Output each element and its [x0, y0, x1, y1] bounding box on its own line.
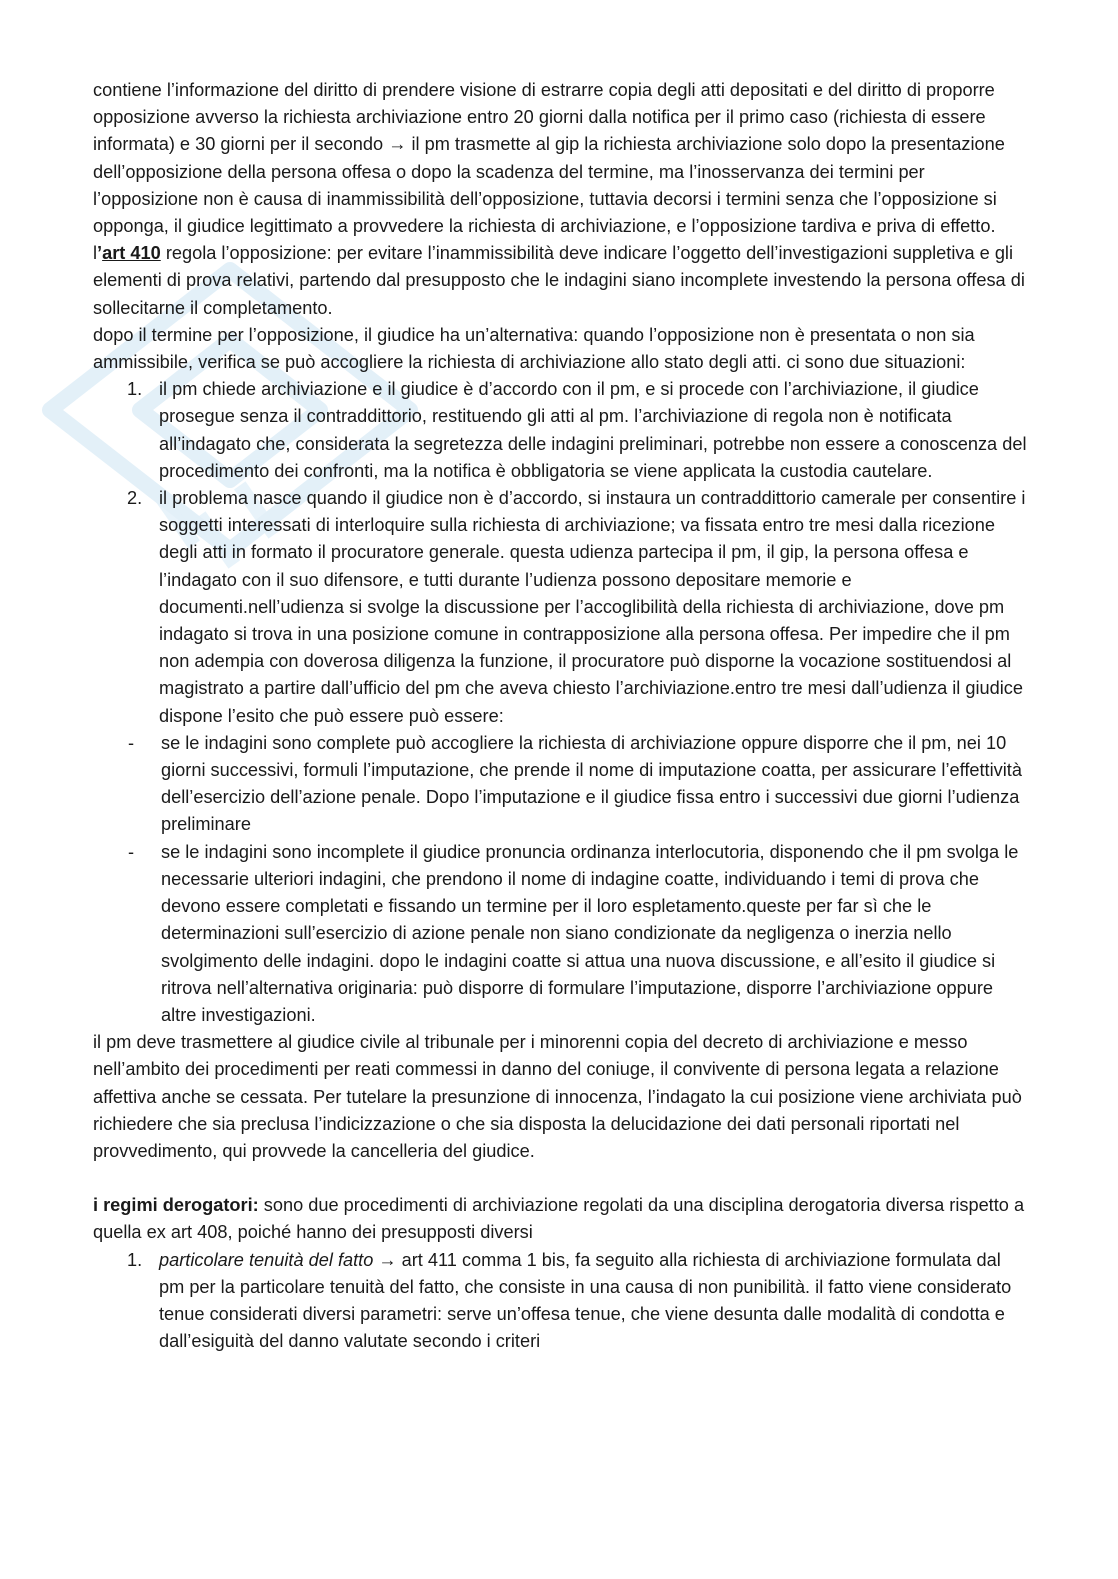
sublist-item-text: se le indagini sono incomplete il giudice pronuncia ordinanza interlocutoria, disponendo che il pm svolga le necessarie ulteriori indagini, che prendono il nome di indagine coatte, individuando i temi di prova che devono essere completati e fissando un termine per il loro espletamento.queste per far sì che le determinazioni sull’esercizio di azione penale non siano condizionate da negligenza o inerzia nello svolgimento delle indagini. dopo le indagini coatte si attua una nuova discussione, e all’esito il giudice si ritrova nell’alternativa originaria: può disporre di formulare l’imputazione, disporre l’archiviazione oppure altre investigazioni. [161, 841, 1019, 1025]
list-number: 2. [127, 488, 143, 509]
article-reference: ’art 410 [97, 243, 161, 264]
sublist-item [93, 839, 1028, 1029]
dash-bullet: - [128, 732, 135, 753]
paragraph-alternativa: dopo il termine per l’opposizione, il giudice ha un’alternativa: quando l’opposizione non è presentata o non sia ammissibile, verifica se può accogliere la richiesta di archiviazione allo stato degli atti. ci sono due situazioni: [93, 324, 975, 373]
section-intro: sono due procedimenti di archiviazione regolati da una disciplina derogatoria diversa rispetto a quella ex art 408, poiché hanno dei presupposti diversi [93, 1195, 1025, 1243]
outcomes-sublist [93, 730, 1028, 1029]
paragraph-text: contiene l’informazione del diritto di prendere visione di estrarre copia degli atti depositati e del diritto di proporre opposizione avverso la richiesta archiviazione entro 20 giorni dalla notifica per il primo caso (richiesta di essere informata) e 30 giorni per il secondo → il pm trasmette al gip la richiesta archiviazione solo dopo la presentazione dell’opposizione della persona offesa o dopo la scadenza del termine, ma l’inosservanza dei termini per l’opposizione non è causa di inammissibilità dell’opposizione, tuttavia decorsi i termini senza che l’opposizione si opponga, il giudice legittimato a provvedere la richiesta di archiviazione, e l’opposizione tardiva e priva di effetto. l [93, 80, 1005, 264]
list-item [93, 376, 1028, 485]
paragraph-trasmissione: il pm deve trasmettere al giudice civile al tribunale per i minorenni copia del decreto di archiviazione e messo nell’ambito dei procedimenti per reati commessi in danno del coniuge, il convivente di persona legata a relazione affettiva anche se cessata. Per tutelare la presunzione di innocenza, l’indagato la cui posizione viene archiviata può richiedere che sia preclusa l’indicizzazione o che sia disposta la delucidazione dei dati personali riportati nel provvedimento, qui provvede la cancelleria del giudice. [93, 1032, 1022, 1161]
list-item-text: il pm chiede archiviazione e il giudice è d’accordo con il pm, e si procede con l’archiviazione, il giudice prosegue senza il contraddittorio, restituendo gli atti al pm. l’archiviazione di regola non è notificata all’indagato che, considerata la segretezza delle indagini preliminari, potrebbe non essere a conoscenza del procedimento dei confronti, ma la notifica è obbligatoria se viene applicata la custodia cautelare. [159, 379, 1027, 481]
list-item-title: particolare tenuità del fatto [159, 1249, 374, 1270]
paragraph-opposizione [93, 77, 1028, 322]
document-body [93, 77, 1028, 1355]
list-number: 1. [127, 1249, 143, 1270]
paragraph-regimi-derogatori [93, 1192, 1028, 1246]
list-item [93, 1247, 1028, 1356]
list-item-text: → art 411 comma 1 bis, fa seguito alla richiesta di archiviazione formulata dal pm per la particolare tenuità del fatto, che consiste in una causa di non punibilità. il fatto viene considerato tenue considerati diversi parametri: serve un’offesa tenue, che viene desunta dalle modalità di condotta e dall’esiguità del danno valutate secondo i criteri [159, 1249, 1012, 1352]
situations-list [93, 376, 1028, 1029]
list-item [93, 485, 1028, 1029]
regimes-list [93, 1247, 1028, 1356]
dash-bullet: - [128, 841, 135, 862]
sublist-item-text: se le indagini sono complete può accogliere la richiesta di archiviazione oppure disporre che il pm, nei 10 giorni successivi, formuli l’imputazione, che prende il nome di imputazione coatta, per assicurare l’effettività dell’esercizio dell’azione penale. Dopo l’imputazione e il giudice fissa entro i successivi due giorni l’udienza preliminare [161, 732, 1022, 835]
paragraph-text: regola l’opposizione: per evitare l’inammissibilità deve indicare l’oggetto dell’investigazioni suppletiva e gli elementi di prova relativi, partendo dal presupposto che le indagini siano incomplete investendo la persona offesa di sollecitarne il completamento. [93, 243, 1025, 318]
sublist-item [93, 730, 1028, 839]
list-item-text: il problema nasce quando il giudice non è d’accordo, si instaura un contraddittorio camerale per consentire i soggetti interessati di interloquire sulla richiesta di archiviazione; va fissata entro tre mesi dalla ricezione degli atti in formato il procuratore generale. questa udienza partecipa il pm, il gip, la persona offesa e l’indagato con il suo difensore, e tutti durante l’udienza possono depositare memorie e documenti.nell’udienza si svolge la discussione per l’accoglibilità della richiesta di archiviazione, dove pm indagato si trova in una posizione comune in contrapposizione alla persona offesa. Per impedire che il pm non adempia con doverosa diligenza la funzione, il procuratore può disporne la vocazione sostituendosi al magistrato a partire dall’ufficio del pm che aveva chiesto l’archiviazione.entro tre mesi dall’udienza il giudice dispone l’esito che può essere può essere: [159, 488, 1026, 726]
list-number: 1. [127, 379, 143, 400]
section-heading: i regimi derogatori: [93, 1195, 259, 1216]
